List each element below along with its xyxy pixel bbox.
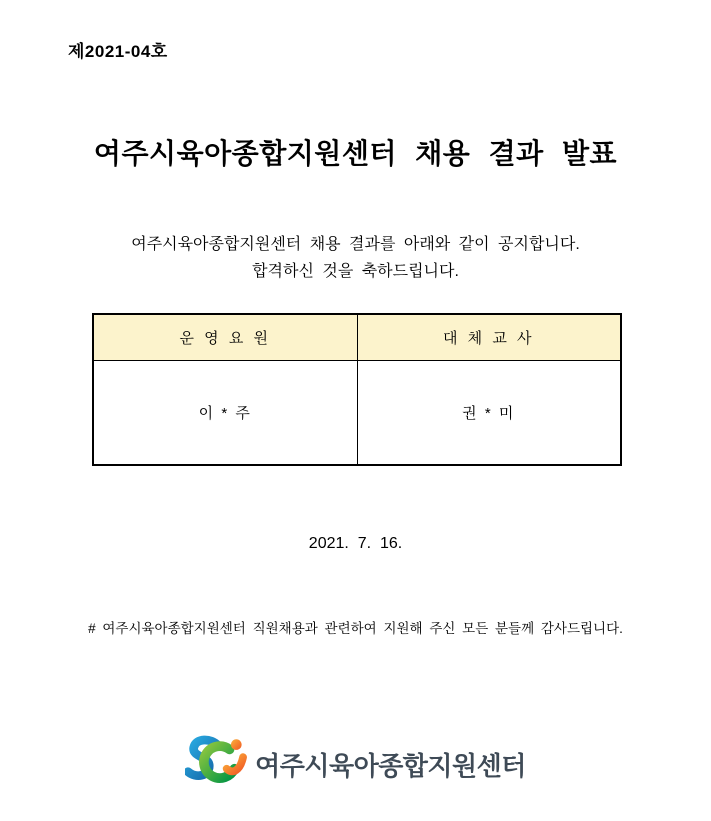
results-table [92, 313, 622, 466]
cell-operation-staff-name: 이 * 주 [93, 360, 357, 465]
header-cell-operation-staff: 운 영 요 원 [93, 314, 357, 360]
footer-note: # 여주시육아종합지원센터 직원채용과 관련하여 지원해 주신 모든 분들께 감사드립니다. [88, 621, 623, 636]
table-header-row [93, 314, 621, 360]
document-number: 제2021-04호 [68, 42, 168, 61]
sci-swoosh-logo-icon [185, 733, 247, 796]
table-row [93, 360, 621, 465]
announcement-line-2: 합격하신 것을 축하드립니다. [252, 263, 459, 280]
center-logo [0, 733, 711, 796]
logo-text: 여주시육아종합지원센터 [255, 751, 526, 781]
announcement-body [0, 231, 711, 285]
announcement-date: 2021. 7. 16. [308, 535, 403, 552]
page-title: 여주시육아종합지원센터 채용 결과 발표 [93, 138, 618, 169]
cell-substitute-teacher-name: 권 * 미 [357, 360, 621, 465]
announcement-line-1: 여주시육아종합지원센터 채용 결과를 아래와 같이 공지합니다. [131, 236, 580, 253]
header-cell-substitute-teacher: 대 체 교 사 [357, 314, 621, 360]
